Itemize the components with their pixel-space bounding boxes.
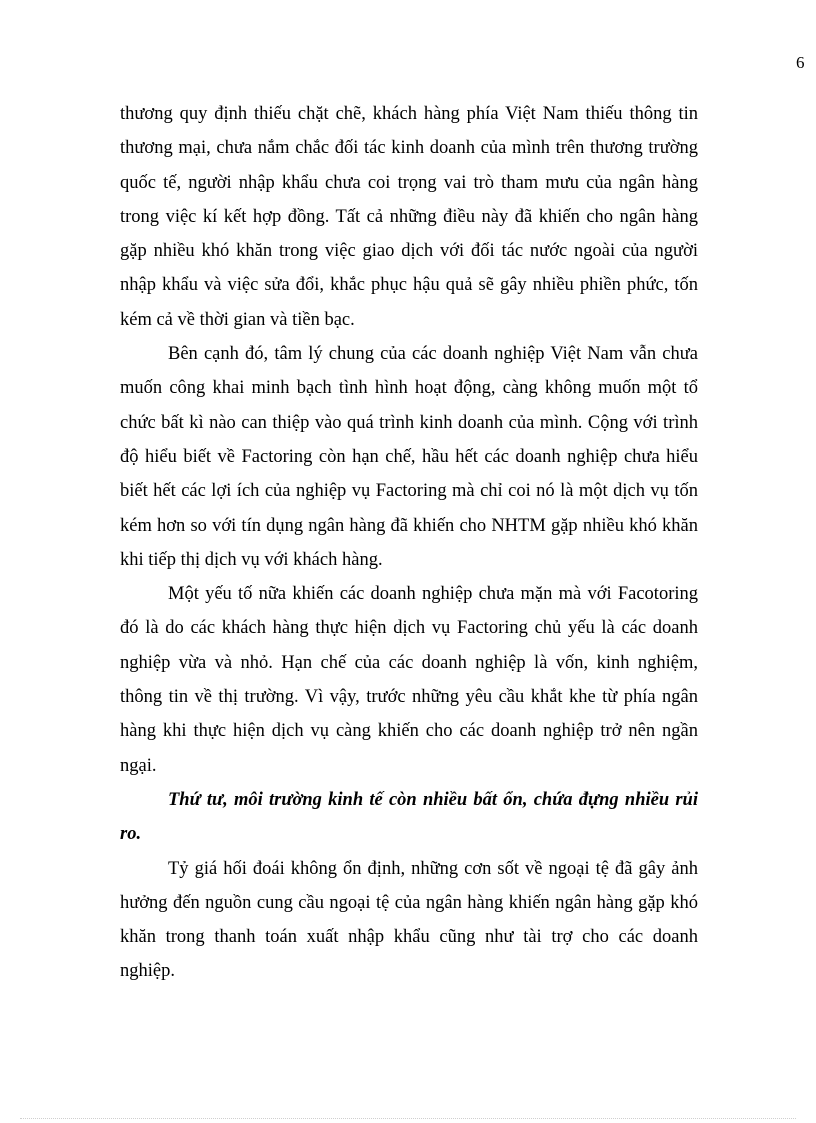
text-line: biết hết các lợi ích của nghiệp vụ Factoring mà chỉ coi nó là một dịch vụ tốn <box>120 481 698 502</box>
text-line: khăn trong thanh toán xuất nhập khẩu cũng như tài trợ cho các doanh <box>120 927 698 948</box>
text-line: Bên cạnh đó, tâm lý chung của các doanh nghiệp Việt Nam vẫn chưa <box>168 344 698 365</box>
text-line: độ hiểu biết về Factoring còn hạn chế, hầu hết các doanh nghiệp chưa hiểu <box>120 446 698 467</box>
paragraph-3 <box>120 577 698 783</box>
text-line: chức bất kì nào can thiệp vào quá trình kinh doanh của mình. Cộng với trình <box>120 412 698 433</box>
page-number: 6 <box>796 53 805 72</box>
heading-line: ro. <box>120 824 142 845</box>
text-line: nhập khẩu và việc sửa đổi, khắc phục hậu quả sẽ gây nhiều phiền phức, tốn <box>120 275 698 296</box>
text-line: thông tin về thị trường. Vì vậy, trước những yêu cầu khắt khe từ phía ngân <box>120 687 698 708</box>
paragraph-2 <box>120 337 698 577</box>
text-line: kém cả về thời gian và tiền bạc. <box>120 309 355 330</box>
section-heading <box>120 783 698 852</box>
paragraph-5 <box>120 852 698 989</box>
text-line: khi tiếp thị dịch vụ với khách hàng. <box>120 549 383 570</box>
text-line: Tỷ giá hối đoái không ổn định, những cơn sốt về ngoại tệ đã gây ảnh <box>168 858 698 879</box>
text-line: thương mại, chưa nắm chắc đối tác kinh doanh của mình trên thương trường <box>120 138 698 159</box>
text-line: đó là do các khách hàng thực hiện dịch vụ Factoring chủ yếu là các doanh <box>120 618 698 639</box>
text-line: thương quy định thiếu chặt chẽ, khách hàng phía Việt Nam thiếu thông tin <box>120 104 698 124</box>
heading-line: Thứ tư, môi trường kinh tế còn nhiều bất ổn, chứa đựng nhiều rủi <box>168 789 698 810</box>
text-line: ngại. <box>120 755 157 776</box>
text-line: kém hơn so với tín dụng ngân hàng đã khiến cho NHTM gặp nhiều khó khăn <box>120 515 698 536</box>
text-line: trong việc kí kết hợp đồng. Tất cả những điều này đã khiến cho ngân hàng <box>120 206 698 227</box>
paragraph-1 <box>120 97 698 337</box>
text-line: muốn công khai minh bạch tình hình hoạt động, càng không muốn một tổ <box>120 378 698 399</box>
text-line: nghiệp. <box>120 961 175 982</box>
text-line: hàng khi thực hiện dịch vụ càng khiến cho các doanh nghiệp trở nên ngần <box>120 721 698 742</box>
page-bottom-divider <box>20 1118 796 1119</box>
text-line: gặp nhiều khó khăn trong việc giao dịch với đối tác nước ngoài của người <box>120 241 698 262</box>
text-line: nghiệp vừa và nhỏ. Hạn chế của các doanh nghiệp là vốn, kinh nghiệm, <box>120 652 698 673</box>
text-line: quốc tế, người nhập khẩu chưa coi trọng vai trò tham mưu của ngân hàng <box>120 172 698 193</box>
text-line: hưởng đến nguồn cung cầu ngoại tệ của ngân hàng khiến ngân hàng gặp khó <box>120 892 698 913</box>
text-line: Một yếu tố nữa khiến các doanh nghiệp chưa mặn mà với Facotoring <box>168 584 698 605</box>
body-text <box>120 97 698 989</box>
